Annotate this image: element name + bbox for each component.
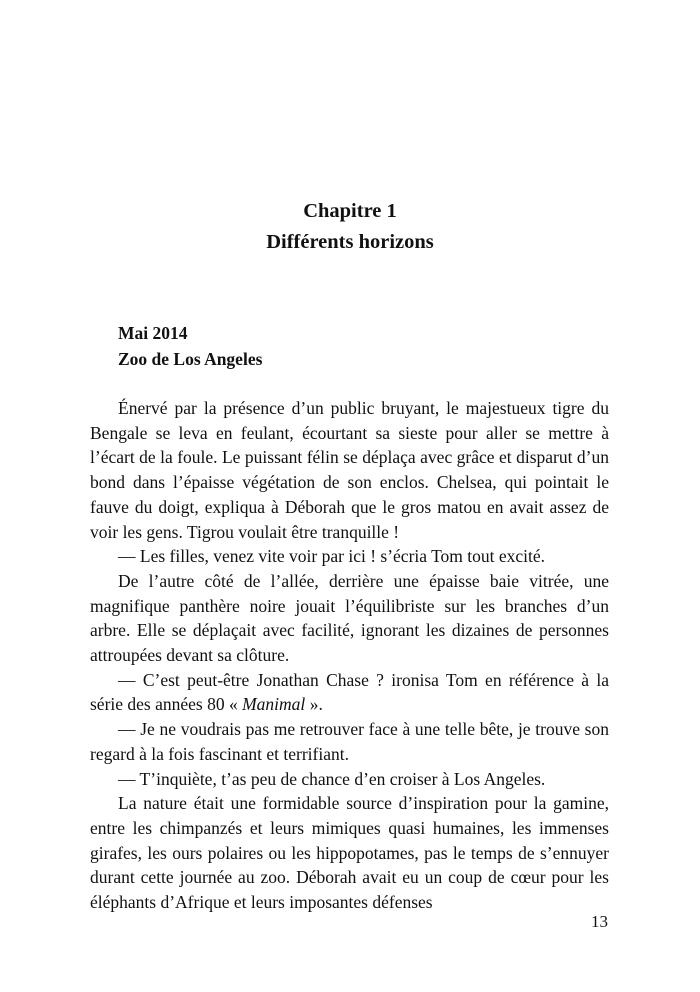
paragraph: — Les filles, venez vite voir par ici ! s’écria Tom tout excité. — [118, 546, 546, 567]
paragraph: — Je ne voudrais pas me retrouver face à une telle bête, je trouve son regard à la fois fascinant et terrifiant. — [90, 719, 609, 764]
paragraph-text: — C’est peut-être Jonathan Chase ? ironisa Tom en référence à la série des années 80 « — [90, 669, 609, 715]
page-number: 13 — [591, 912, 608, 931]
chapter-title: Différents horizons — [266, 231, 434, 253]
paragraph — [90, 668, 609, 717]
scene-place: Zoo de Los Angeles — [118, 349, 263, 369]
paragraph-text-end: ». — [305, 694, 323, 715]
paragraph: Énervé par la présence d’un public bruyant, le majestueux tigre du Bengale se leva en feulant, écourtant sa sieste pour aller se mettre à l’écart de la foule. Le puissant félin se déplaça avec grâce et disparut d’un bond dans l’épaisse végétation de son enclos. Chelsea, qui pointait le fauve du doigt, expliqua à Déborah que le gros matou en avait assez de voir les gens. Tigrou voulait être tranquille ! — [90, 398, 609, 542]
chapter-body — [90, 396, 609, 915]
chapter-heading — [0, 196, 700, 258]
show-title: Manimal — [242, 694, 306, 715]
scene-date: Mai 2014 — [118, 323, 188, 343]
paragraph: La nature était une formidable source d’inspiration pour la gamine, entre les chimpanzés et leurs mimiques quasi humaines, les immenses girafes, les ours polaires ou les hippopotames, pas le temps de s’ennuyer durant cette journée au zoo. Déborah avait eu un coup de cœur pour les éléphants d’Afrique et leurs imposantes défenses — [90, 793, 609, 913]
chapter-label: Chapitre 1 — [303, 200, 397, 222]
paragraph: De l’autre côté de l’allée, derrière une épaisse baie vitrée, une magnifique panthère noire jouait l’équilibriste sur les branches d’un arbre. Elle se déplaçait avec facilité, ignorant les dizaines de personnes attroupées devant sa clôture. — [90, 570, 609, 666]
scene-header — [118, 320, 262, 372]
paragraph: — T’inquiète, t’as peu de chance d’en croiser à Los Angeles. — [118, 768, 546, 789]
